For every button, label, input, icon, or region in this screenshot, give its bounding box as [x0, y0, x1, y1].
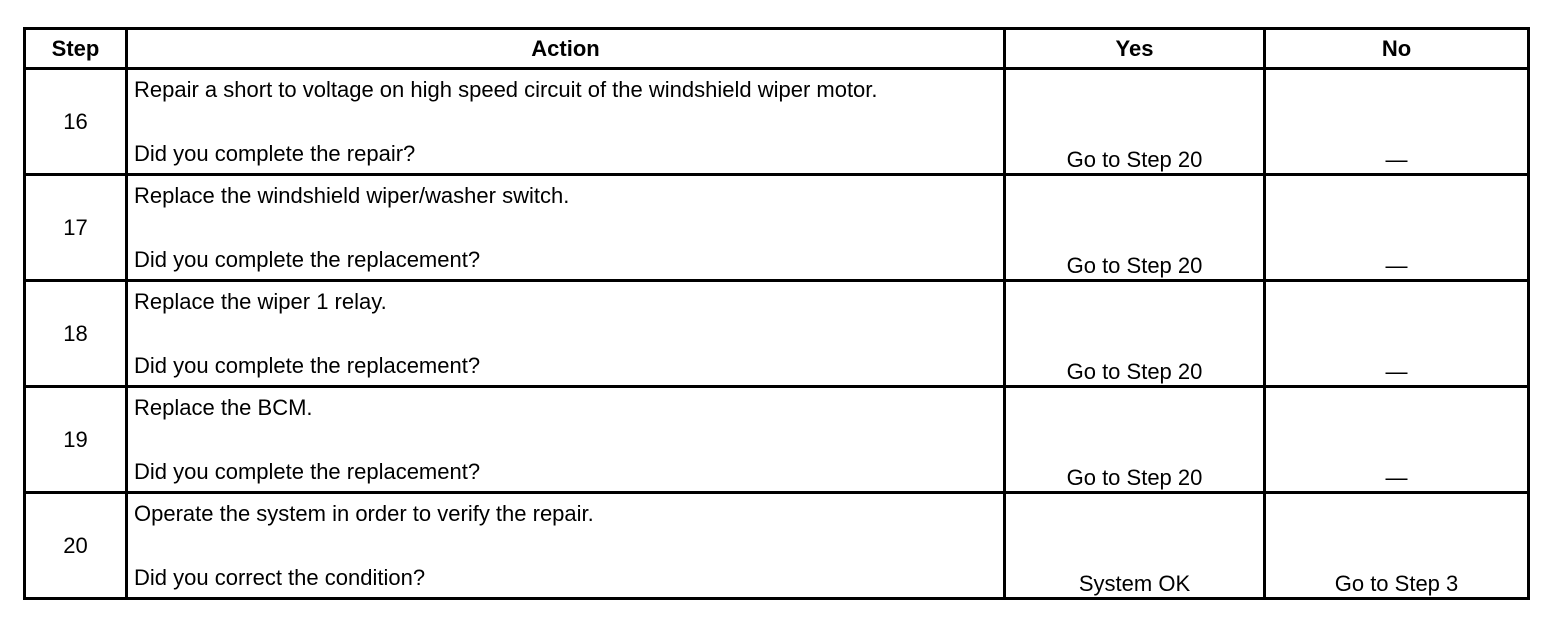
action-instruction: Repair a short to voltage on high speed circuit of the windshield wiper motor.: [134, 77, 878, 102]
step-number: 20: [25, 493, 127, 599]
action-cell: [127, 281, 1005, 387]
action-question: Did you correct the condition?: [134, 565, 426, 590]
no-result: —: [1265, 281, 1529, 387]
action-instruction: Replace the windshield wiper/washer switch.: [134, 183, 570, 208]
no-result: —: [1265, 69, 1529, 175]
yes-result: Go to Step 20: [1005, 281, 1265, 387]
header-yes: Yes: [1005, 29, 1265, 69]
action-question: Did you complete the replacement?: [134, 247, 481, 272]
no-result: —: [1265, 175, 1529, 281]
action-instruction: Replace the wiper 1 relay.: [134, 289, 387, 314]
table-row: [25, 281, 1529, 387]
step-number: 19: [25, 387, 127, 493]
step-number: 18: [25, 281, 127, 387]
action-question: Did you complete the replacement?: [134, 459, 481, 484]
action-cell: [127, 69, 1005, 175]
yes-result: Go to Step 20: [1005, 387, 1265, 493]
action-cell: [127, 493, 1005, 599]
no-result: —: [1265, 387, 1529, 493]
table-row: [25, 387, 1529, 493]
action-question: Did you complete the repair?: [134, 141, 416, 166]
table-header-row: [25, 29, 1529, 69]
table-row: [25, 69, 1529, 175]
diagnostic-procedure-table: [23, 27, 1530, 600]
no-result: Go to Step 3: [1265, 493, 1529, 599]
yes-result: Go to Step 20: [1005, 175, 1265, 281]
table-row: [25, 175, 1529, 281]
header-step: Step: [25, 29, 127, 69]
action-instruction: Operate the system in order to verify the repair.: [134, 501, 594, 526]
table-row: [25, 493, 1529, 599]
action-cell: [127, 387, 1005, 493]
action-question: Did you complete the replacement?: [134, 353, 481, 378]
action-instruction: Replace the BCM.: [134, 395, 313, 420]
step-number: 17: [25, 175, 127, 281]
header-no: No: [1265, 29, 1529, 69]
yes-result: Go to Step 20: [1005, 69, 1265, 175]
action-cell: [127, 175, 1005, 281]
header-action: Action: [127, 29, 1005, 69]
step-number: 16: [25, 69, 127, 175]
yes-result: System OK: [1005, 493, 1265, 599]
